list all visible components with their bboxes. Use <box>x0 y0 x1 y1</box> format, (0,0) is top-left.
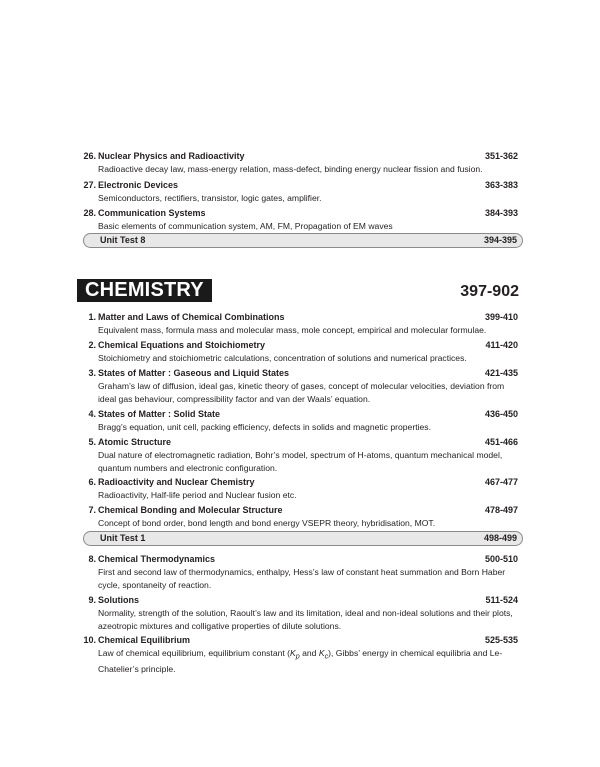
chapter-number: 26. <box>83 151 96 161</box>
toc-entry <box>78 179 518 205</box>
chapter-pages: 467-477 <box>484 477 518 487</box>
chapter-number: 4. <box>88 409 96 419</box>
toc-entry <box>78 436 518 474</box>
chapter-pages: 511-524 <box>485 595 518 605</box>
unit-test-row <box>83 233 523 248</box>
description-text: and <box>299 648 319 658</box>
chapter-number: 27. <box>83 180 96 190</box>
unit-test-row <box>83 531 523 546</box>
toc-entry <box>78 408 518 434</box>
chapter-pages: 500-510 <box>484 554 518 564</box>
chapter-description: Radioactive decay law, mass-energy relation, mass-defect, binding energy nuclear fission and fusion. <box>98 164 483 174</box>
chapter-number: 8. <box>88 554 96 564</box>
toc-entry <box>78 150 518 176</box>
chapter-number: 1. <box>88 312 96 322</box>
chapter-number: 7. <box>88 505 96 515</box>
chapter-title: Chemical Equilibrium <box>98 635 191 645</box>
toc-entry <box>78 553 518 591</box>
chapter-description: Dual nature of electromagnetic radiation, Bohr’s model, spectrum of H-atoms, quantum mechanical model, quantum numbers and electronic configuration. <box>98 450 503 473</box>
chapter-number: 3. <box>88 368 96 378</box>
chapter-description <box>98 647 518 676</box>
chapter-pages: 451-466 <box>484 437 518 447</box>
toc-entry <box>78 594 518 632</box>
chapter-title: States of Matter : Solid State <box>98 409 221 419</box>
chapter-pages: 351-362 <box>484 151 518 161</box>
toc-entry <box>78 367 518 405</box>
chapter-title: Solutions <box>98 595 139 605</box>
chapter-description: First and second law of thermodynamics, enthalpy, Hess’s law of constant heat summation and Born Haber cycle, spontaneity of reaction. <box>98 567 506 590</box>
kc-symbol: $K_c$ <box>318 648 329 661</box>
unit-test-pages: 498-499 <box>483 533 517 543</box>
chapter-number: 2. <box>88 340 96 350</box>
chapter-title: Chemical Thermodynamics <box>98 554 216 564</box>
unit-test-pages: 394-395 <box>483 235 517 245</box>
description-text: Law of chemical equilibrium, equilibrium constant ( <box>98 648 291 658</box>
toc-entry <box>78 311 518 337</box>
description-text: ), Gibbs’ energy in chemical equilibria and Le-Chatelier’s principle. <box>98 648 503 675</box>
chapter-pages: 525-535 <box>484 635 518 645</box>
chapter-title: Chemical Equations and Stoichiometry <box>98 340 266 350</box>
chapter-title: Matter and Laws of Chemical Combinations <box>98 312 285 322</box>
chapter-number: 5. <box>88 437 96 447</box>
unit-test-label: Unit Test 1 <box>100 533 146 543</box>
section-heading: CHEMISTRY <box>77 279 212 302</box>
chapter-pages: 411-420 <box>485 340 518 350</box>
toc-entry <box>78 634 518 676</box>
chapter-description: Stoichiometry and stoichiometric calculations, concentration of solutions and numerical practices. <box>98 353 467 363</box>
chapter-description: Graham’s law of diffusion, ideal gas, kinetic theory of gases, concept of molecular velocities, deviation from ideal gas behaviour, compressibility factor and van der Waals’ equation. <box>98 381 505 404</box>
chapter-title: Electronic Devices <box>98 180 179 190</box>
chapter-pages: 421-435 <box>484 368 518 378</box>
chapter-pages: 478-497 <box>484 505 518 515</box>
toc-entry <box>78 476 518 502</box>
chapter-number: 10. <box>83 635 96 645</box>
chapter-number: 9. <box>88 595 96 605</box>
chapter-title: Communication Systems <box>98 208 206 218</box>
chapter-description: Normality, strength of the solution, Raoult’s law and its limitation, ideal and non-ideal solutions and their plots, azeotropic mixtures and colligative properties of dilute solutions. <box>98 608 513 631</box>
chapter-description: Bragg’s equation, unit cell, packing efficiency, defects in solids and magnetic properties. <box>98 422 431 432</box>
chapter-description: Equivalent mass, formula mass and molecular mass, mole concept, empirical and molecular formulae. <box>98 325 487 335</box>
chapter-number: 28. <box>83 208 96 218</box>
chapter-pages: 363-383 <box>484 180 518 190</box>
toc-entry <box>78 339 518 365</box>
chapter-title: Radioactivity and Nuclear Chemistry <box>98 477 255 487</box>
chapter-title: States of Matter : Gaseous and Liquid States <box>98 368 290 378</box>
toc-entry <box>78 207 518 233</box>
chapter-number: 6. <box>88 477 96 487</box>
section-pages: 397-902 <box>460 283 519 300</box>
chapter-title: Nuclear Physics and Radioactivity <box>98 151 245 161</box>
chapter-pages: 436-450 <box>484 409 518 419</box>
chapter-description: Concept of bond order, bond length and bond energy VSEPR theory, hybridisation, MOT. <box>98 518 436 528</box>
unit-test-label: Unit Test 8 <box>100 235 146 245</box>
chapter-description: Semiconductors, rectifiers, transistor, logic gates, amplifier. <box>98 193 322 203</box>
chapter-description: Basic elements of communication system, AM, FM, Propagation of EM waves <box>98 221 393 231</box>
kp-symbol: $K_p$ <box>290 648 300 661</box>
chapter-description: Radioactivity, Half-life period and Nuclear fusion etc. <box>98 490 297 500</box>
chapter-title: Atomic Structure <box>98 437 172 447</box>
chapter-pages: 399-410 <box>484 312 518 322</box>
toc-entry <box>78 504 518 530</box>
chapter-title: Chemical Bonding and Molecular Structure <box>98 505 283 515</box>
chapter-pages: 384-393 <box>484 208 518 218</box>
